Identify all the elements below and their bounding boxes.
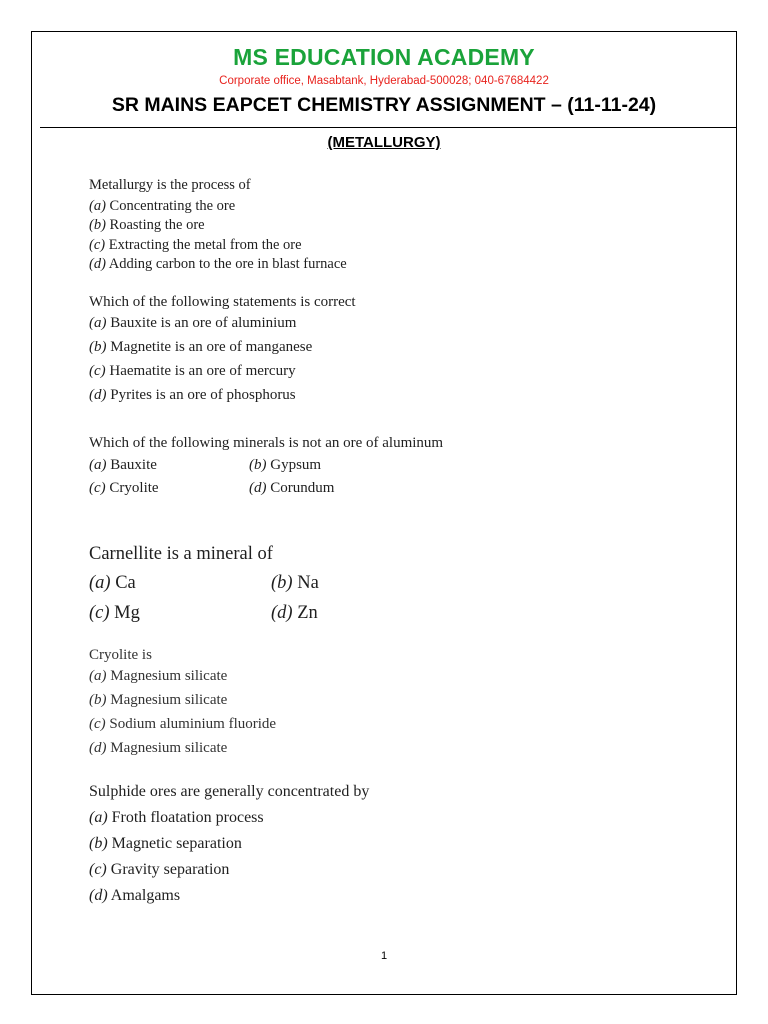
option-c xyxy=(89,238,347,253)
question-5 xyxy=(89,648,276,765)
option-text: Froth floatation process xyxy=(111,809,264,826)
option-a xyxy=(89,810,369,826)
document-page xyxy=(31,31,737,995)
option-mark: (d) xyxy=(249,480,267,496)
option-text: Magnetite is an ore of manganese xyxy=(110,339,313,355)
option-a xyxy=(89,199,347,214)
option-a xyxy=(89,458,249,473)
option-text: Na xyxy=(297,572,319,593)
option-b xyxy=(271,574,453,593)
option-text: Zn xyxy=(297,603,318,623)
option-mark: (b) xyxy=(89,217,106,233)
question-4 xyxy=(89,545,453,635)
office-address: Corporate office, Masabtank, Hyderabad-500028; 040-67684422 xyxy=(219,75,549,87)
option-text: Magnesium silicate xyxy=(110,740,228,756)
question-stem: Metallurgy is the process of xyxy=(89,177,251,193)
option-text: Amalgams xyxy=(110,887,181,904)
option-text: Gravity separation xyxy=(110,861,230,878)
option-mark: (b) xyxy=(249,457,267,473)
question-stem: Carnellite is a mineral of xyxy=(89,544,273,564)
option-mark: (b) xyxy=(89,692,107,708)
option-c xyxy=(89,604,271,623)
question-stem: Which of the following minerals is not an ore of aluminum xyxy=(89,435,444,451)
option-text: Magnesium silicate xyxy=(110,668,228,684)
option-row xyxy=(89,574,453,593)
option-b xyxy=(89,836,369,852)
question-3 xyxy=(89,434,469,504)
option-a xyxy=(89,574,271,593)
option-text: Magnetic separation xyxy=(111,835,242,852)
option-b xyxy=(89,693,276,708)
option-b xyxy=(89,218,347,233)
option-d xyxy=(249,481,409,496)
option-a xyxy=(89,669,276,684)
option-mark: (d) xyxy=(89,740,107,756)
option-mark: (c) xyxy=(89,480,106,496)
question-stem: Cryolite is xyxy=(89,647,152,663)
option-mark: (c) xyxy=(89,716,106,732)
option-d xyxy=(89,741,276,756)
option-mark: (d) xyxy=(89,887,108,904)
option-text: Ca xyxy=(115,572,136,593)
question-stem: Sulphide ores are generally concentrated by xyxy=(89,783,370,800)
question-stem: Which of the following statements is correct xyxy=(89,294,356,310)
option-text: Corundum xyxy=(270,480,335,496)
option-text: Pyrites is an ore of phosphorus xyxy=(110,387,296,403)
option-row xyxy=(89,604,453,623)
option-a xyxy=(89,316,356,331)
option-text: Magnesium silicate xyxy=(110,692,228,708)
header-divider xyxy=(40,127,736,128)
option-text: Roasting the ore xyxy=(109,217,205,233)
option-mark: (c) xyxy=(89,603,110,623)
option-mark: (a) xyxy=(89,572,111,593)
option-mark: (b) xyxy=(271,572,293,593)
page-number: 1 xyxy=(380,950,388,962)
option-mark: (c) xyxy=(89,363,106,379)
option-text: Bauxite is an ore of aluminium xyxy=(110,315,297,331)
option-text: Adding carbon to the ore in blast furnace xyxy=(108,256,347,272)
option-c xyxy=(89,717,276,732)
option-text: Extracting the metal from the ore xyxy=(108,236,302,253)
option-text: Haematite is an ore of mercury xyxy=(109,363,296,379)
option-mark: (a) xyxy=(89,457,107,473)
option-mark: (c) xyxy=(89,236,106,253)
option-c xyxy=(89,481,249,496)
option-mark: (a) xyxy=(89,315,107,331)
option-text: Sodium aluminium fluoride xyxy=(109,716,277,732)
option-mark: (a) xyxy=(89,668,107,684)
option-d xyxy=(89,888,369,904)
academy-name: MS EDUCATION ACADEMY xyxy=(233,44,535,70)
option-c xyxy=(89,862,369,878)
option-mark: (b) xyxy=(89,835,108,852)
question-1 xyxy=(89,178,347,277)
option-text: Bauxite xyxy=(110,457,157,473)
option-d xyxy=(89,388,356,403)
question-2 xyxy=(89,295,356,412)
option-d xyxy=(89,257,347,272)
option-d xyxy=(271,604,453,623)
option-mark: (d) xyxy=(271,603,293,623)
option-mark: (a) xyxy=(89,809,108,826)
assignment-title: SR MAINS EAPCET CHEMISTRY ASSIGNMENT – (11-11-24) xyxy=(111,94,657,116)
option-text: Cryolite xyxy=(109,480,159,496)
option-row xyxy=(89,481,469,496)
option-text: Mg xyxy=(114,603,140,623)
option-text: Concentrating the ore xyxy=(109,197,236,214)
option-mark: (d) xyxy=(89,256,106,272)
option-row xyxy=(89,458,469,473)
option-b xyxy=(249,458,409,473)
option-mark: (d) xyxy=(89,387,107,403)
topic-heading: (METALLURGY) xyxy=(327,134,441,151)
option-b xyxy=(89,340,356,355)
option-mark: (b) xyxy=(89,339,107,355)
option-mark: (a) xyxy=(89,197,106,214)
option-text: Gypsum xyxy=(270,457,322,473)
question-6 xyxy=(89,784,369,914)
option-c xyxy=(89,364,356,379)
option-mark: (c) xyxy=(89,861,107,878)
